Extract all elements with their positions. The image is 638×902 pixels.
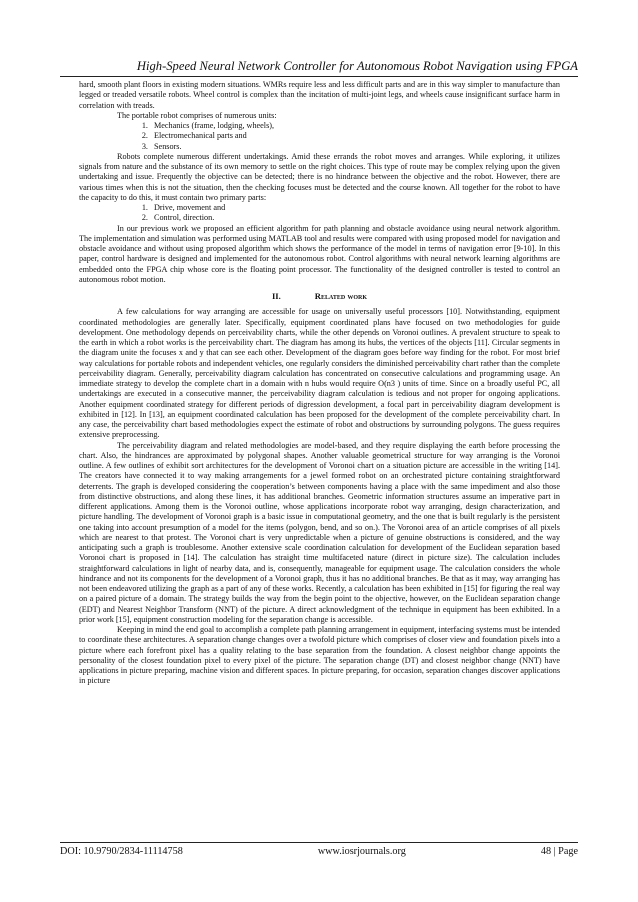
list-item: 3. Sensors.	[150, 142, 560, 152]
paragraph: A few calculations for way arranging are accessible for usage on universally useful processors [10]. Notwithstanding, equipment coordinated methodologies are generally later. Specifically, equipment coordinated plans have focused on two methodologies for guide development. One methodology depends on perceivability charts, while the other depends on Voronoi outlines. A prevalent structure to speak to the earth in which a robot works is the perceivability chart. The diagram has among its hubs, the vertices of the objects [11]. Circular segments in the diagram unite the focuses x and y that can see each other. Development of the diagram goes before way finding for the robot. For most brief way calculations for portable robots and independent vehicles, one regularly considers the diminished perceivability chart rather than the complete perceivability diagram. Generally, perceivability diagram calculation has concentrated on consecutive calculations and programming usage. An immediate strategy to develop the complete chart in a domain with n hubs would require O(n3 ) units of time. Since on a broadly useful PC, all undertakings are executed in a consecutive manner, the perceivability diagram calculation is tedious and not proper for ongoing applications. Another equipment coordinated strategy for different periods of digression development, a focal part in perceivability diagram development is exhibited in [12]. In [13], an equipment coordinated calculation has been proposed for the development of the complete perceivability chart. In any case, the perceivability chart based methodologies expect the estimate of robot and obstructions by surrounding polygons. The guess requires extensive preprocessing.	[79, 307, 560, 440]
paragraph: The perceivability diagram and related methodologies are model-based, and they require displaying the earth before processing the chart. Also, the hindrances are approximated by polygonal shapes. Another valuable geometrical structure for way arranging is the Voronoi outline. A few outlines of exhibit sort architectures for the development of Voronoi chart on a situation picture are accessible in the writing [14]. The creators have connected it to way making arrangements for a jewel formed robot on an orchestrated picture containing straightforward deterrents. The graph is developed considering the cooperation’s between components having a place with the same impediment and also those from distinctive obstructions, and along these lines, it has additional branches. Geometric information structures assume an imperative part in different applications. Among them is the Voronoi outline, whose applications incorporate robot way arranging, design characterization, and picture handling. The development of Voronoi graph is a basic issue in computational geometry, and the one that is built regularly is the persistent one taking into account presumption of a model for the items (polygon, bend, and so on.). The Voronoi area of an article comprises of all pixels which are nearest to that protest. The Voronoi chart is very unpredictable when a picture of genuine obstructions is considered, and the way anticipating such a graph is troublesome. Another extensive scale coordination calculation for development of the Euclidean separation based Voronoi chart is proposed in [14]. The calculation has straight time multifaceted nature (direct in picture size). The calculation includes straightforward calculations in light of nearby data, and is, consequently, manageable for equipment usage. The calculation considers the whole hindrance and not its components for the development of a Voronoi graph, thus it has no additional branches. Be that as it may, way arranging has not been endeavored utilizing the graph as a part of any of these works. Recently, a calculation has been exhibited in [15] for figuring the real way on a paired picture of a domain. The strategy builds the way from the begin point to the objective, however, on the Euclidean separation change (EDT) and Nearest Neighbor Transform (NNT) of the picture. A direct acknowledgment of the technique in equipment has been exhibited. In a prior work [15], equipment construction modeling for the separation change is accessible.	[79, 440, 560, 624]
list-item: 1. Mechanics (frame, lodging, wheels),	[150, 121, 560, 131]
list-item: 1. Drive, movement and	[150, 203, 560, 213]
page-footer	[60, 842, 578, 857]
paragraph: In our previous work we proposed an efficient algorithm for path planning and obstacle avoidance using neural network algorithm. The implementation and simulation was performed using MATLAB tool and results were compared with using proposed model for navigation and obstacle avoidance and without using proposed algorithm which shows the performance of the model in terms of navigation error [9-10]. In this paper, control hardware is designed and implemented for the autonomous robot. Control algorithms with neural network learning algorithms are embedded onto the FPGA chip whose core is the floating point processor. The functionality of the designed controller is tested to control an autonomous robot motion.	[79, 223, 560, 284]
paragraph: The portable robot comprises of numerous units:	[117, 110, 277, 120]
list-item: 2. Control, direction.	[150, 213, 560, 223]
section-title: Related work	[314, 291, 368, 301]
list-item: 2. Electromechanical parts and	[150, 131, 560, 141]
paragraph: Robots complete numerous different undertakings. Amid these errands the robot moves and arranges. While exploring, it utilizes signals from nature and the substance of its own memory to settle on the right choices. This type of route may be complex relying upon the given undertaking and issue. Frequently the objective can be detected; there is no hindrance between the objective and the robot. However, there are various times when this is not the situation, then the checking focuses must be detected and the course known. All together for the robot to have the capacity to do this, it must contain two primary parts:	[79, 151, 560, 202]
numbered-list-parts	[79, 203, 560, 224]
paragraph: hard, smooth plant floors in existing modern situations. WMRs require less and less difficult parts and are in this way simpler to manufacture than legged or treaded versatile robots. Wheel control is complex than the incitation of multi-joint legs, and wheels cause insignificant surface harm in correlation with treads.	[79, 80, 560, 110]
running-header: High-Speed Neural Network Controller for Autonomous Robot Navigation using FPGA	[60, 58, 578, 77]
paragraph: Keeping in mind the end goal to accomplish a complete path planning arrangement in equipment, interfacing systems must be intended to coordinate these architectures. A separation change changes over a twofold picture which comprises of closer view and foundation pixels into a picture where each forefront pixel has a quality relating to the base separation from the foundation. A closest neighbor change appoints the personality of the closest foundation pixel to every pixel of the picture. The separation change (DT) and closest neighbor change (NNT) have applications in picture preparing, machine vision and different spaces. In picture preparing, for occasion, separation changes discover applications in picture	[79, 625, 560, 686]
body-text	[79, 80, 560, 687]
section-number: II.	[271, 291, 281, 301]
section-heading	[79, 291, 560, 301]
page-number: 48 | Page	[540, 846, 578, 857]
journal-website: www.iosrjournals.org	[317, 846, 406, 857]
numbered-list-units	[79, 121, 560, 152]
doi-label: DOI: 10.9790/2834-11114758	[60, 846, 183, 857]
